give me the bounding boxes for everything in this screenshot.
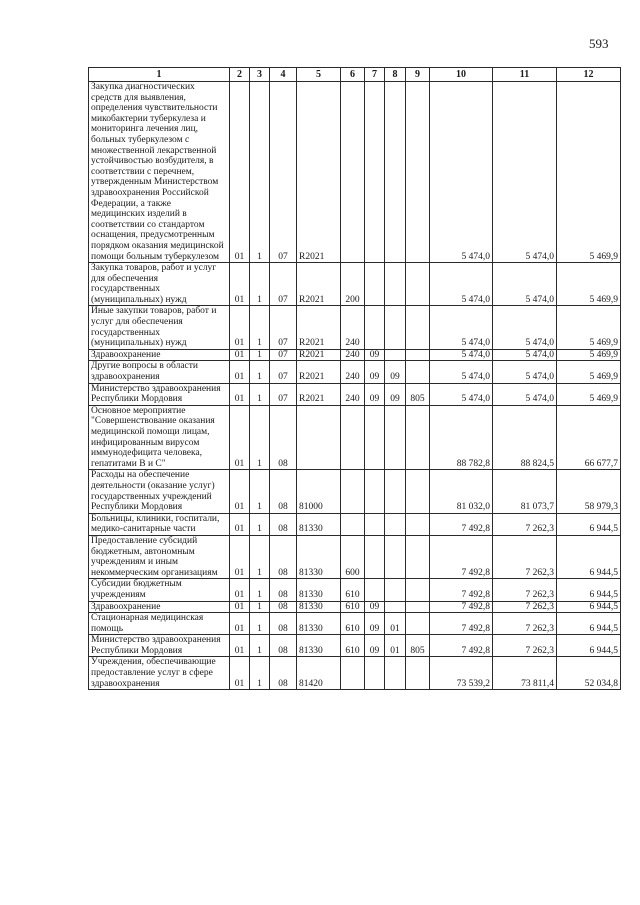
header-cell: 12 [557, 68, 621, 82]
code-cell: 805 [406, 383, 430, 405]
code-cell [341, 82, 365, 263]
code-cell: 1 [250, 405, 270, 470]
amount-cell: 7 262,3 [493, 613, 557, 635]
code-cell [365, 579, 385, 601]
code-cell: 1 [250, 361, 270, 383]
code-cell [385, 657, 406, 690]
amount-cell: 73 811,4 [493, 657, 557, 690]
table-row [89, 82, 621, 263]
code-cell [385, 513, 406, 535]
table-body [89, 82, 621, 690]
code-cell: 1 [250, 657, 270, 690]
code-cell: 610 [341, 601, 365, 613]
amount-cell: 6 944,5 [557, 601, 621, 613]
row-name-cell: Другие вопросы в области здравоохранения [89, 361, 230, 383]
amount-cell: 5 469,9 [557, 263, 621, 306]
amount-cell: 7 492,8 [430, 513, 493, 535]
code-cell: 1 [250, 383, 270, 405]
code-cell: 1 [250, 513, 270, 535]
code-cell: 08 [270, 470, 297, 513]
code-cell [406, 657, 430, 690]
code-cell: 01 [230, 635, 250, 657]
code-cell: 08 [270, 613, 297, 635]
code-cell: 07 [270, 349, 297, 361]
amount-cell: 5 474,0 [493, 383, 557, 405]
code-cell: 1 [250, 349, 270, 361]
code-cell: 08 [270, 657, 297, 690]
code-cell [385, 82, 406, 263]
code-cell: 240 [341, 306, 365, 349]
code-cell: 01 [230, 513, 250, 535]
code-cell: 09 [365, 383, 385, 405]
table-row [89, 263, 621, 306]
code-cell: 1 [250, 579, 270, 601]
amount-cell: 7 492,8 [430, 635, 493, 657]
code-cell: 81000 [297, 470, 341, 513]
code-cell [341, 405, 365, 470]
code-cell [365, 263, 385, 306]
code-cell: 01 [230, 657, 250, 690]
code-cell: R2021 [297, 82, 341, 263]
page-number: 593 [589, 36, 609, 51]
header-cell: 4 [270, 68, 297, 82]
amount-cell: 6 944,5 [557, 535, 621, 578]
table-row [89, 470, 621, 513]
code-cell: 08 [270, 635, 297, 657]
code-cell [341, 513, 365, 535]
amount-cell: 5 474,0 [430, 361, 493, 383]
code-cell: R2021 [297, 361, 341, 383]
amount-cell: 73 539,2 [430, 657, 493, 690]
code-cell: 09 [385, 361, 406, 383]
code-cell: 08 [270, 513, 297, 535]
code-cell [406, 263, 430, 306]
code-cell [406, 601, 430, 613]
row-name-cell: Иные закупки товаров, работ и услуг для обеспечения государственных (муниципальных) нужд [89, 306, 230, 349]
code-cell [341, 657, 365, 690]
amount-cell: 7 492,8 [430, 613, 493, 635]
code-cell: 240 [341, 349, 365, 361]
amount-cell: 5 474,0 [430, 349, 493, 361]
code-cell: 240 [341, 361, 365, 383]
code-cell: 1 [250, 535, 270, 578]
amount-cell: 5 474,0 [493, 349, 557, 361]
code-cell [406, 82, 430, 263]
amount-cell: 5 474,0 [493, 82, 557, 263]
header-cell: 11 [493, 68, 557, 82]
code-cell: 81330 [297, 613, 341, 635]
code-cell [341, 470, 365, 513]
code-cell: 81330 [297, 535, 341, 578]
amount-cell: 5 469,9 [557, 82, 621, 263]
amount-cell: 81 073,7 [493, 470, 557, 513]
row-name-cell: Здравоохранение [89, 349, 230, 361]
code-cell: R2021 [297, 349, 341, 361]
code-cell: R2021 [297, 263, 341, 306]
code-cell: 1 [250, 470, 270, 513]
code-cell: 1 [250, 601, 270, 613]
code-cell: 610 [341, 635, 365, 657]
table-row [89, 601, 621, 613]
code-cell [406, 613, 430, 635]
table-row [89, 513, 621, 535]
amount-cell: 5 474,0 [430, 263, 493, 306]
amount-cell: 5 474,0 [430, 383, 493, 405]
amount-cell: 7 492,8 [430, 579, 493, 601]
code-cell: 07 [270, 361, 297, 383]
header-cell: 8 [385, 68, 406, 82]
code-cell [365, 513, 385, 535]
code-cell: 01 [385, 613, 406, 635]
code-cell [365, 405, 385, 470]
amount-cell: 7 492,8 [430, 535, 493, 578]
code-cell: 610 [341, 613, 365, 635]
code-cell: 240 [341, 383, 365, 405]
amount-cell: 5 469,9 [557, 349, 621, 361]
amount-cell: 7 262,3 [493, 579, 557, 601]
amount-cell: 58 979,3 [557, 470, 621, 513]
code-cell: 09 [385, 383, 406, 405]
code-cell [406, 349, 430, 361]
code-cell: 01 [230, 349, 250, 361]
amount-cell: 88 824,5 [493, 405, 557, 470]
row-name-cell: Министерство здравоохранения Республики Мордовия [89, 635, 230, 657]
code-cell: 1 [250, 613, 270, 635]
code-cell: 07 [270, 383, 297, 405]
table-row [89, 361, 621, 383]
code-cell: R2021 [297, 306, 341, 349]
code-cell [406, 513, 430, 535]
code-cell [297, 405, 341, 470]
code-cell: 610 [341, 579, 365, 601]
amount-cell: 7 492,8 [430, 601, 493, 613]
code-cell [385, 405, 406, 470]
amount-cell: 5 474,0 [430, 82, 493, 263]
row-name-cell: Здравоохранение [89, 601, 230, 613]
amount-cell: 5 469,9 [557, 361, 621, 383]
amount-cell: 7 262,3 [493, 601, 557, 613]
code-cell: 08 [270, 405, 297, 470]
code-cell: 08 [270, 535, 297, 578]
code-cell: 08 [270, 601, 297, 613]
row-name-cell: Стационарная медицинская помощь [89, 613, 230, 635]
row-name-cell: Закупка диагностических средств для выявления, определения чувствительности микобактерии туберкулеза и мониторинга лечения лиц, больных туберкулезом с множественной лекарственной устойчивостью возбудителя, в соответствии с перечнем, утвержденным Министерством здравоохранения Российской Федерации, а также медицинских изделий в соответствии со стандартом оснащения, предусмотренным порядком оказания медицинской помощи больным туберкулезом [89, 82, 230, 263]
amount-cell: 52 034,8 [557, 657, 621, 690]
amount-cell: 5 474,0 [493, 263, 557, 306]
amount-cell: 88 782,8 [430, 405, 493, 470]
amount-cell: 5 474,0 [430, 306, 493, 349]
amount-cell: 6 944,5 [557, 579, 621, 601]
code-cell: 07 [270, 82, 297, 263]
code-cell: 81330 [297, 601, 341, 613]
amount-cell: 5 469,9 [557, 383, 621, 405]
code-cell: 1 [250, 82, 270, 263]
code-cell: 1 [250, 306, 270, 349]
amount-cell: 6 944,5 [557, 513, 621, 535]
code-cell [406, 579, 430, 601]
code-cell: 09 [365, 349, 385, 361]
code-cell: 81330 [297, 513, 341, 535]
amount-cell: 7 262,3 [493, 635, 557, 657]
code-cell: 09 [365, 601, 385, 613]
code-cell: 01 [230, 535, 250, 578]
code-cell [406, 361, 430, 383]
code-cell: 09 [365, 361, 385, 383]
amount-cell: 7 262,3 [493, 535, 557, 578]
code-cell: 09 [365, 613, 385, 635]
table-row [89, 535, 621, 578]
code-cell: 81330 [297, 635, 341, 657]
code-cell [365, 82, 385, 263]
amount-cell: 5 469,9 [557, 306, 621, 349]
amount-cell: 66 677,7 [557, 405, 621, 470]
header-row [89, 68, 621, 82]
code-cell: 01 [230, 601, 250, 613]
header-cell: 5 [297, 68, 341, 82]
code-cell [385, 601, 406, 613]
table-row [89, 383, 621, 405]
table-row [89, 405, 621, 470]
code-cell: 1 [250, 635, 270, 657]
table-row [89, 613, 621, 635]
code-cell: 09 [365, 635, 385, 657]
table-row [89, 657, 621, 690]
code-cell [406, 306, 430, 349]
code-cell: 01 [230, 383, 250, 405]
code-cell [385, 535, 406, 578]
code-cell: 01 [230, 579, 250, 601]
table-row [89, 306, 621, 349]
row-name-cell: Закупка товаров, работ и услуг для обеспечения государственных (муниципальных) нужд [89, 263, 230, 306]
code-cell [385, 579, 406, 601]
code-cell: 805 [406, 635, 430, 657]
code-cell: 01 [385, 635, 406, 657]
code-cell: 07 [270, 263, 297, 306]
code-cell [385, 470, 406, 513]
amount-cell: 7 262,3 [493, 513, 557, 535]
code-cell: 08 [270, 579, 297, 601]
code-cell [406, 405, 430, 470]
header-cell: 9 [406, 68, 430, 82]
header-cell: 1 [89, 68, 230, 82]
code-cell [365, 535, 385, 578]
code-cell [365, 306, 385, 349]
code-cell [385, 349, 406, 361]
row-name-cell: Предоставление субсидий бюджетным, автономным учреждениям и иным некоммерческим организациям [89, 535, 230, 578]
table-row [89, 635, 621, 657]
code-cell [406, 535, 430, 578]
amount-cell: 81 032,0 [430, 470, 493, 513]
row-name-cell: Субсидии бюджетным учреждениям [89, 579, 230, 601]
code-cell: 81330 [297, 579, 341, 601]
amount-cell: 5 474,0 [493, 361, 557, 383]
row-name-cell: Больницы, клиники, госпитали, медико-санитарные части [89, 513, 230, 535]
row-name-cell: Учреждения, обеспечивающие предоставление услуг в сфере здравоохранения [89, 657, 230, 690]
code-cell: R2021 [297, 383, 341, 405]
header-cell: 6 [341, 68, 365, 82]
row-name-cell: Министерство здравоохранения Республики Мордовия [89, 383, 230, 405]
table-row [89, 349, 621, 361]
header-cell: 2 [230, 68, 250, 82]
amount-cell: 6 944,5 [557, 613, 621, 635]
code-cell: 600 [341, 535, 365, 578]
code-cell: 1 [250, 263, 270, 306]
code-cell: 01 [230, 82, 250, 263]
header-cell: 7 [365, 68, 385, 82]
amount-cell: 6 944,5 [557, 635, 621, 657]
amount-cell: 5 474,0 [493, 306, 557, 349]
code-cell: 01 [230, 405, 250, 470]
row-name-cell: Расходы на обеспечение деятельности (оказание услуг) государственных учреждений Республики Мордовия [89, 470, 230, 513]
header-cell: 10 [430, 68, 493, 82]
code-cell [406, 470, 430, 513]
row-name-cell: Основное мероприятие "Совершенствование оказания медицинской помощи лицам, инфицированным вирусом иммунодефицита человека, гепатитами B и C" [89, 405, 230, 470]
code-cell: 01 [230, 470, 250, 513]
budget-table [88, 67, 621, 690]
code-cell: 07 [270, 306, 297, 349]
code-cell: 01 [230, 306, 250, 349]
code-cell [365, 657, 385, 690]
table-row [89, 579, 621, 601]
code-cell: 01 [230, 613, 250, 635]
code-cell [385, 263, 406, 306]
code-cell [365, 470, 385, 513]
code-cell: 01 [230, 263, 250, 306]
code-cell: 01 [230, 361, 250, 383]
code-cell [385, 306, 406, 349]
header-cell: 3 [250, 68, 270, 82]
code-cell: 81420 [297, 657, 341, 690]
code-cell: 200 [341, 263, 365, 306]
